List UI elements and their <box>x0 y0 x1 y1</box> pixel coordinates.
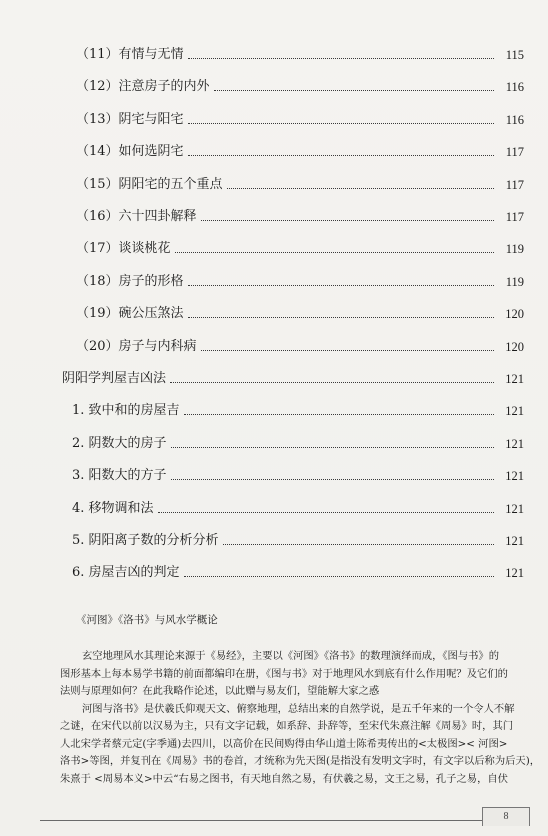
toc-entry-page: 121 <box>505 534 524 548</box>
toc-entry-title: 5. 阴阳离子数的分析分析 <box>72 533 219 548</box>
toc-entry-page: 121 <box>505 566 524 581</box>
toc-dot-leader <box>214 89 494 91</box>
body-line: 洛书>等图，并复刊在《周易》书的卷首，才统称为先天图(是指没有发明文字时，有文字以后称为后天)， <box>60 755 541 767</box>
toc-dot-leader <box>184 575 494 577</box>
toc-dot-leader <box>175 251 494 253</box>
toc-dot-leader <box>188 122 494 124</box>
toc-entry-page: 121 <box>505 436 524 451</box>
body-line: 人北宋学者蔡元定(字季通)去四川，以高价在民间购得由华山道士陈希夷传出的<太极图>< 河图> <box>60 737 508 750</box>
toc-entry-title: （12）注意房子的内外 <box>76 79 210 95</box>
toc-entry-page: 121 <box>505 372 524 386</box>
toc-dot-leader <box>188 284 494 286</box>
toc-entry <box>76 106 524 128</box>
toc-entry-page: 115 <box>505 48 524 62</box>
toc-entry <box>76 333 524 355</box>
toc-entry-title: 1. 致中和的房屋吉 <box>72 403 180 419</box>
body-line: 朱熹于 <周易本义>中云“右易之图书，有天地自然之易，有伏羲之易，文王之易，孔子之易，自伏 <box>60 772 508 785</box>
toc-entry <box>72 559 524 581</box>
toc-entry <box>76 41 524 63</box>
toc-dot-leader <box>201 219 494 221</box>
toc-entry-title: 2. 阴数大的房子 <box>72 435 167 451</box>
toc-entry-page: 117 <box>505 210 524 224</box>
toc-entry-title: 6. 房屋吉凶的判定 <box>72 565 180 581</box>
toc-entry-page: 119 <box>505 274 524 289</box>
toc-dot-leader <box>223 543 494 545</box>
toc-dot-leader <box>171 478 494 480</box>
toc-dot-leader <box>227 187 494 189</box>
body-line: 河图与洛书》是伏羲氏仰观天文、俯察地理，总结出来的自然学说，是五千年来的一个令人不解 <box>82 702 515 715</box>
toc-entry-page: 120 <box>505 307 524 322</box>
toc-dot-leader <box>184 413 494 415</box>
toc-entry <box>72 430 524 452</box>
toc-entry-title: 阴阳学判屋吉凶法 <box>62 371 167 386</box>
toc-entry-page: 121 <box>505 404 524 419</box>
toc-entry <box>76 235 524 257</box>
body-line: 图形基本上每本易学书籍的前面都编印在册，《图与书》对于地理风水到底有什么作用呢？及它们的 <box>60 667 508 680</box>
toc-entry-title: （19）碗公压煞法 <box>76 306 184 322</box>
toc-entry-page: 117 <box>505 145 524 160</box>
toc-entry-title: （15）阴阳宅的五个重点 <box>76 176 223 192</box>
toc-entry <box>72 462 524 484</box>
toc-dot-leader <box>171 446 494 448</box>
toc-entry <box>76 138 524 160</box>
body-line: 玄空地理风水其理论来源于《易经》，主要以《河图》《洛书》的数理演绎而成，《图与书》的 <box>82 650 500 662</box>
toc-dot-leader <box>188 316 494 318</box>
toc-entry-title: （13）阴宅与阳宅 <box>76 111 184 127</box>
toc-entry-title: （16）六十四卦解释 <box>76 209 197 224</box>
toc-entry-title: 4. 移物调和法 <box>72 500 154 516</box>
footer-rule <box>40 820 482 821</box>
toc-entry-title: （20）房子与内科病 <box>76 338 197 354</box>
toc-entry <box>76 268 524 290</box>
body-line: 之谜，在宋代以前以汉易为主，只有文字记载，如系辞、卦辞等，至宋代朱熹注解《周易》时，其门 <box>60 720 514 732</box>
toc-entry-page: 116 <box>505 112 524 127</box>
toc-entry <box>62 365 524 387</box>
page-number: 8 <box>482 807 530 826</box>
toc-entry <box>72 527 524 549</box>
toc-dot-leader <box>201 349 494 351</box>
toc-entry <box>72 495 524 517</box>
toc-entry-title: （11）有情与无情 <box>76 47 184 62</box>
toc-entry-page: 121 <box>505 469 524 484</box>
toc-entry-page: 116 <box>505 80 524 95</box>
toc-dot-leader <box>188 154 494 156</box>
toc-entry-page: 117 <box>505 177 524 192</box>
toc-entry-title: （17）谈谈桃花 <box>76 241 171 257</box>
toc-entry-page: 121 <box>505 501 524 516</box>
body-text <box>60 648 541 788</box>
toc-entry-title: 3. 阳数大的方子 <box>72 468 167 484</box>
toc-entry-title: （14）如何选阴宅 <box>76 144 184 160</box>
toc-entry <box>76 73 524 95</box>
toc-dot-leader <box>188 57 494 59</box>
body-line: 法则与原理如何？在此我略作论述，以此赠与易友们，望能解大家之惑 <box>60 685 380 697</box>
toc-dot-leader <box>170 381 494 383</box>
toc-entry <box>76 171 524 193</box>
toc-dot-leader <box>158 511 494 513</box>
section-heading: 《河图》《洛书》与风水学概论 <box>76 614 218 626</box>
toc-entry-page: 119 <box>505 242 524 257</box>
toc-entry <box>76 203 524 225</box>
toc-entry-title: （18）房子的形格 <box>76 273 184 289</box>
toc-entry <box>72 397 524 419</box>
toc-entry <box>76 300 524 322</box>
toc-entry-page: 120 <box>505 339 524 354</box>
